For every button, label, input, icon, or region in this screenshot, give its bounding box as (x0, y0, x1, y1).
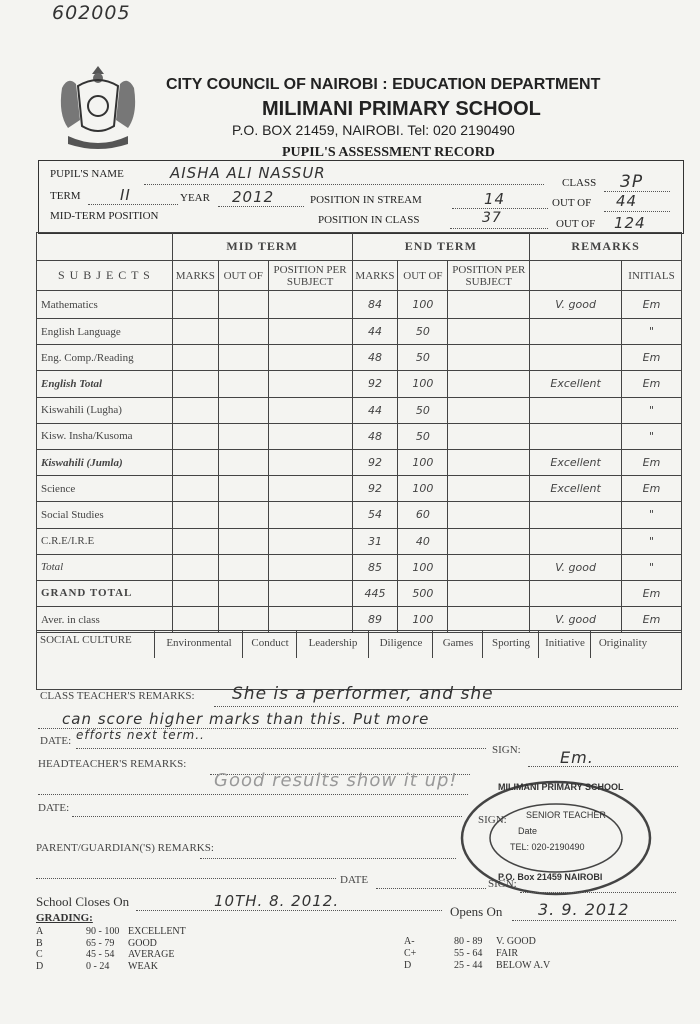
social-culture-item: Diligence (368, 630, 433, 658)
coat-of-arms-logo (48, 58, 148, 154)
end-marks-cell: 89 (352, 607, 398, 633)
remark-cell: Excellent (530, 371, 622, 397)
class-teacher-label: CLASS TEACHER'S REMARKS: (40, 690, 195, 702)
grade-description: EXCELLENT (128, 926, 186, 937)
grade-range: 45 - 54 (86, 949, 115, 960)
end-outof-cell: 50 (398, 423, 448, 449)
table-row (37, 319, 682, 345)
class-label: CLASS (562, 177, 597, 189)
initials-cell: " (622, 397, 682, 423)
remark-cell (530, 580, 622, 606)
initials-header: INITIALS (622, 261, 682, 291)
mid-outof-cell (218, 291, 268, 319)
initials-cell: Em (622, 580, 682, 606)
end-outof-cell: 500 (398, 580, 448, 606)
end-position-header: POSITION PER SUBJECT (448, 261, 530, 291)
end-position-cell (448, 449, 530, 475)
end-position-cell (448, 397, 530, 423)
initials-cell: " (622, 423, 682, 449)
council-title: CITY COUNCIL OF NAIROBI : EDUCATION DEPARTMENT (166, 76, 601, 93)
end-outof-cell: 100 (398, 291, 448, 319)
class-value: 3P (620, 172, 644, 192)
closes-date: 10TH. 8. 2012. (214, 892, 340, 910)
remark-cell: V. good (530, 554, 622, 580)
stamp-tel-text: TEL: 020-2190490 (510, 842, 585, 852)
grading-row (36, 949, 256, 961)
marks-table (36, 232, 682, 633)
mid-position-cell (268, 554, 352, 580)
class-teacher-remark-2: can score higher marks than this. Put more (62, 710, 430, 728)
table-row (37, 345, 682, 371)
mid-position-cell (268, 319, 352, 345)
end-position-cell (448, 502, 530, 528)
end-marks-cell: 44 (352, 319, 398, 345)
grading-row (404, 960, 624, 972)
subject-name: C.R.E/I.R.E (37, 528, 173, 554)
parent-label: PARENT/GUARDIAN('S) REMARKS: (36, 842, 214, 854)
subject-name: Aver. in class (37, 607, 173, 633)
initials-cell: Em (622, 345, 682, 371)
initials-cell: Em (622, 607, 682, 633)
social-culture-item: Conduct (242, 630, 297, 658)
headteacher-sign-label: SIGN: (478, 814, 507, 826)
grade-range: 0 - 24 (86, 960, 110, 972)
mid-outof-cell (218, 371, 268, 397)
end-position-cell (448, 554, 530, 580)
initials-cell: Em (622, 291, 682, 319)
end-marks-cell: 92 (352, 476, 398, 502)
grade-description: V. GOOD (496, 936, 536, 947)
end-outof-cell: 100 (398, 476, 448, 502)
end-position-cell (448, 580, 530, 606)
opens-date: 3. 9. 2012 (538, 900, 630, 919)
subject-name: Mathematics (37, 291, 173, 319)
initials-cell: " (622, 554, 682, 580)
social-culture-label: SOCIAL CULTURE (40, 634, 132, 646)
end-marks-cell: 48 (352, 423, 398, 449)
mid-marks-cell (172, 291, 218, 319)
remark-cell (530, 397, 622, 423)
grade-description: FAIR (496, 948, 519, 959)
table-row (37, 502, 682, 528)
subject-name: Total (37, 554, 173, 580)
end-position-cell (448, 607, 530, 633)
mid-marks-cell (172, 580, 218, 606)
stamp-top-text: MILIMANI PRIMARY SCHOOL (498, 782, 624, 792)
grade-range: 65 - 79 (86, 937, 115, 949)
initials-cell: " (622, 319, 682, 345)
grade-letter: A (36, 926, 44, 937)
stamp-bottom-text: P.O. Box 21459 NAIROBI (498, 872, 603, 882)
end-term-header: END TERM (352, 233, 530, 261)
social-culture-item: Leadership (296, 630, 369, 658)
end-outof-cell: 50 (398, 319, 448, 345)
mid-outof-cell (218, 580, 268, 606)
initials-cell: Em (622, 476, 682, 502)
end-outof-cell: 50 (398, 345, 448, 371)
mid-outof-cell (218, 345, 268, 371)
mid-position-cell (268, 502, 352, 528)
end-marks-cell: 92 (352, 449, 398, 475)
remark-cell (530, 319, 622, 345)
mid-marks-cell (172, 345, 218, 371)
mid-outof-cell (218, 476, 268, 502)
initials-cell: Em (622, 371, 682, 397)
grade-letter: C (36, 949, 43, 960)
grading-title: GRADING: (36, 912, 93, 924)
social-culture-item: Games (432, 630, 483, 658)
end-outof-cell: 50 (398, 397, 448, 423)
mid-outof-cell (218, 397, 268, 423)
term-label: TERM (50, 190, 81, 202)
remark-cell (530, 423, 622, 449)
remark-cell: Excellent (530, 476, 622, 502)
end-position-cell (448, 371, 530, 397)
remark-cell (530, 345, 622, 371)
remark-cell (530, 502, 622, 528)
end-outof-cell: 100 (398, 449, 448, 475)
mid-marks-cell (172, 502, 218, 528)
table-row (37, 476, 682, 502)
end-marks-cell: 54 (352, 502, 398, 528)
grading-row (36, 961, 256, 973)
mid-position-cell (268, 580, 352, 606)
out-of-label-2: OUT OF (556, 218, 596, 230)
grade-range: 90 - 100 (86, 926, 120, 937)
class-teacher-sign-label: SIGN: (492, 744, 521, 756)
mid-marks-cell (172, 397, 218, 423)
subject-name: GRAND TOTAL (37, 580, 173, 606)
mid-position-cell (268, 449, 352, 475)
mid-marks-cell (172, 423, 218, 449)
social-culture-item: Sporting (482, 630, 539, 658)
initials-cell: " (622, 502, 682, 528)
end-marks-cell: 48 (352, 345, 398, 371)
out-of-stream-value: 44 (616, 192, 638, 210)
mid-marks-cell (172, 607, 218, 633)
grading-row (36, 938, 256, 950)
grade-letter: D (404, 960, 412, 971)
social-culture-item: Originality (590, 630, 655, 658)
end-marks-cell: 85 (352, 554, 398, 580)
mid-position-cell (268, 345, 352, 371)
class-teacher-remark-3: efforts next term.. (76, 728, 205, 742)
mid-marks-cell (172, 319, 218, 345)
pos-stream-value: 14 (484, 190, 506, 208)
grading-row (404, 948, 624, 960)
mid-position-cell (268, 607, 352, 633)
social-culture-item: Initiative (538, 630, 591, 658)
parent-date-label: DATE (340, 874, 369, 886)
school-name: MILIMANI PRIMARY SCHOOL (262, 98, 541, 120)
end-position-cell (448, 345, 530, 371)
grade-range: 80 - 89 (454, 936, 483, 947)
remark-cell: V. good (530, 291, 622, 319)
remark-cell: V. good (530, 607, 622, 633)
stamp-middle-text: SENIOR TEACHER (526, 810, 606, 820)
mid-outof-header: OUT OF (218, 261, 268, 291)
remarks-header: REMARKS (530, 233, 682, 261)
table-row (37, 449, 682, 475)
subject-name: Kiswahili (Lugha) (37, 397, 173, 423)
end-outof-header: OUT OF (398, 261, 448, 291)
mid-position-cell (268, 476, 352, 502)
mid-outof-cell (218, 607, 268, 633)
out-of-class-value: 124 (614, 214, 646, 232)
mid-outof-cell (218, 502, 268, 528)
end-marks-cell: 84 (352, 291, 398, 319)
end-position-cell (448, 528, 530, 554)
end-marks-cell: 44 (352, 397, 398, 423)
grade-description: AVERAGE (128, 949, 175, 960)
end-position-cell (448, 291, 530, 319)
subjects-header: S U B J E C T S (37, 261, 173, 291)
end-position-cell (448, 476, 530, 502)
subject-name: Eng. Comp./Reading (37, 345, 173, 371)
mid-position-cell (268, 371, 352, 397)
midterm-pos-label: MID-TERM POSITION (50, 210, 159, 222)
mid-outof-cell (218, 423, 268, 449)
table-row (37, 371, 682, 397)
class-teacher-remark-1: She is a performer, and she (232, 684, 494, 704)
opens-label: Opens On (450, 904, 503, 919)
table-row (37, 291, 682, 319)
end-position-cell (448, 423, 530, 449)
pos-class-label: POSITION IN CLASS (318, 214, 420, 226)
end-outof-cell: 100 (398, 554, 448, 580)
social-culture-item: Environmental (154, 630, 243, 658)
mid-position-header: POSITION PER SUBJECT (268, 261, 352, 291)
mid-term-header: MID TERM (172, 233, 352, 261)
pupil-name: AISHA ALI NASSUR (170, 164, 326, 182)
table-row (37, 423, 682, 449)
table-row (37, 607, 682, 633)
year-value: 2012 (232, 188, 275, 206)
grade-range: 25 - 44 (454, 960, 483, 971)
mid-marks-cell (172, 554, 218, 580)
term-value: II (120, 186, 131, 204)
pos-class-value: 37 (482, 210, 502, 226)
subject-name: Kisw. Insha/Kusoma (37, 423, 173, 449)
grade-description: BELOW A.V (496, 960, 551, 971)
mid-marks-cell (172, 528, 218, 554)
year-label: YEAR (180, 192, 210, 204)
mid-outof-cell (218, 528, 268, 554)
stamp-date-text: Date (518, 826, 538, 836)
mid-position-cell (268, 397, 352, 423)
grade-letter: B (36, 937, 43, 949)
table-row (37, 554, 682, 580)
mid-position-cell (268, 291, 352, 319)
parent-sign-label: SIGN: (488, 878, 517, 890)
record-title: PUPIL'S ASSESSMENT RECORD (282, 145, 495, 160)
grade-description: GOOD (128, 937, 157, 949)
end-position-cell (448, 319, 530, 345)
end-outof-cell: 100 (398, 371, 448, 397)
remark-cell: Excellent (530, 449, 622, 475)
mid-outof-cell (218, 449, 268, 475)
subject-name: English Language (37, 319, 173, 345)
end-outof-cell: 60 (398, 502, 448, 528)
mid-marks-cell (172, 449, 218, 475)
table-row (37, 528, 682, 554)
grade-range: 55 - 64 (454, 948, 483, 959)
grading-row (404, 936, 624, 948)
school-address: P.O. BOX 21459, NAIROBI. Tel: 020 2190490 (232, 122, 515, 138)
mid-outof-cell (218, 319, 268, 345)
headteacher-remark: Good results show it up! (214, 770, 458, 791)
end-outof-cell: 40 (398, 528, 448, 554)
mid-position-cell (268, 423, 352, 449)
subject-name: Science (37, 476, 173, 502)
initials-cell: " (622, 528, 682, 554)
mid-outof-cell (218, 554, 268, 580)
grade-letter: A- (404, 936, 415, 947)
mid-marks-cell (172, 476, 218, 502)
end-outof-cell: 100 (398, 607, 448, 633)
initials-cell: Em (622, 449, 682, 475)
grade-letter: C+ (404, 948, 417, 959)
mid-position-cell (268, 528, 352, 554)
grading-row (36, 926, 256, 938)
mid-marks-cell (172, 371, 218, 397)
table-row (37, 580, 682, 606)
grade-letter: D (36, 960, 44, 972)
end-marks-cell: 92 (352, 371, 398, 397)
subject-name: English Total (37, 371, 173, 397)
closes-label: School Closes On (36, 894, 130, 909)
serial-number: 602005 (52, 2, 131, 24)
subject-name: Social Studies (37, 502, 173, 528)
table-row (37, 397, 682, 423)
grade-description: WEAK (128, 960, 158, 972)
end-marks-header: MARKS (352, 261, 398, 291)
remark-cell (530, 528, 622, 554)
end-marks-cell: 31 (352, 528, 398, 554)
end-marks-cell: 445 (352, 580, 398, 606)
class-teacher-sign: Em. (560, 748, 594, 767)
out-of-label: OUT OF (552, 197, 592, 209)
pos-stream-label: POSITION IN STREAM (310, 194, 422, 206)
mid-marks-header: MARKS (172, 261, 218, 291)
headteacher-label: HEADTEACHER'S REMARKS: (38, 758, 187, 770)
subject-name: Kiswahili (Jumla) (37, 449, 173, 475)
class-teacher-date-label: DATE: (40, 735, 72, 747)
pupil-name-label: PUPIL'S NAME (50, 168, 124, 180)
headteacher-date-label: DATE: (38, 802, 70, 814)
